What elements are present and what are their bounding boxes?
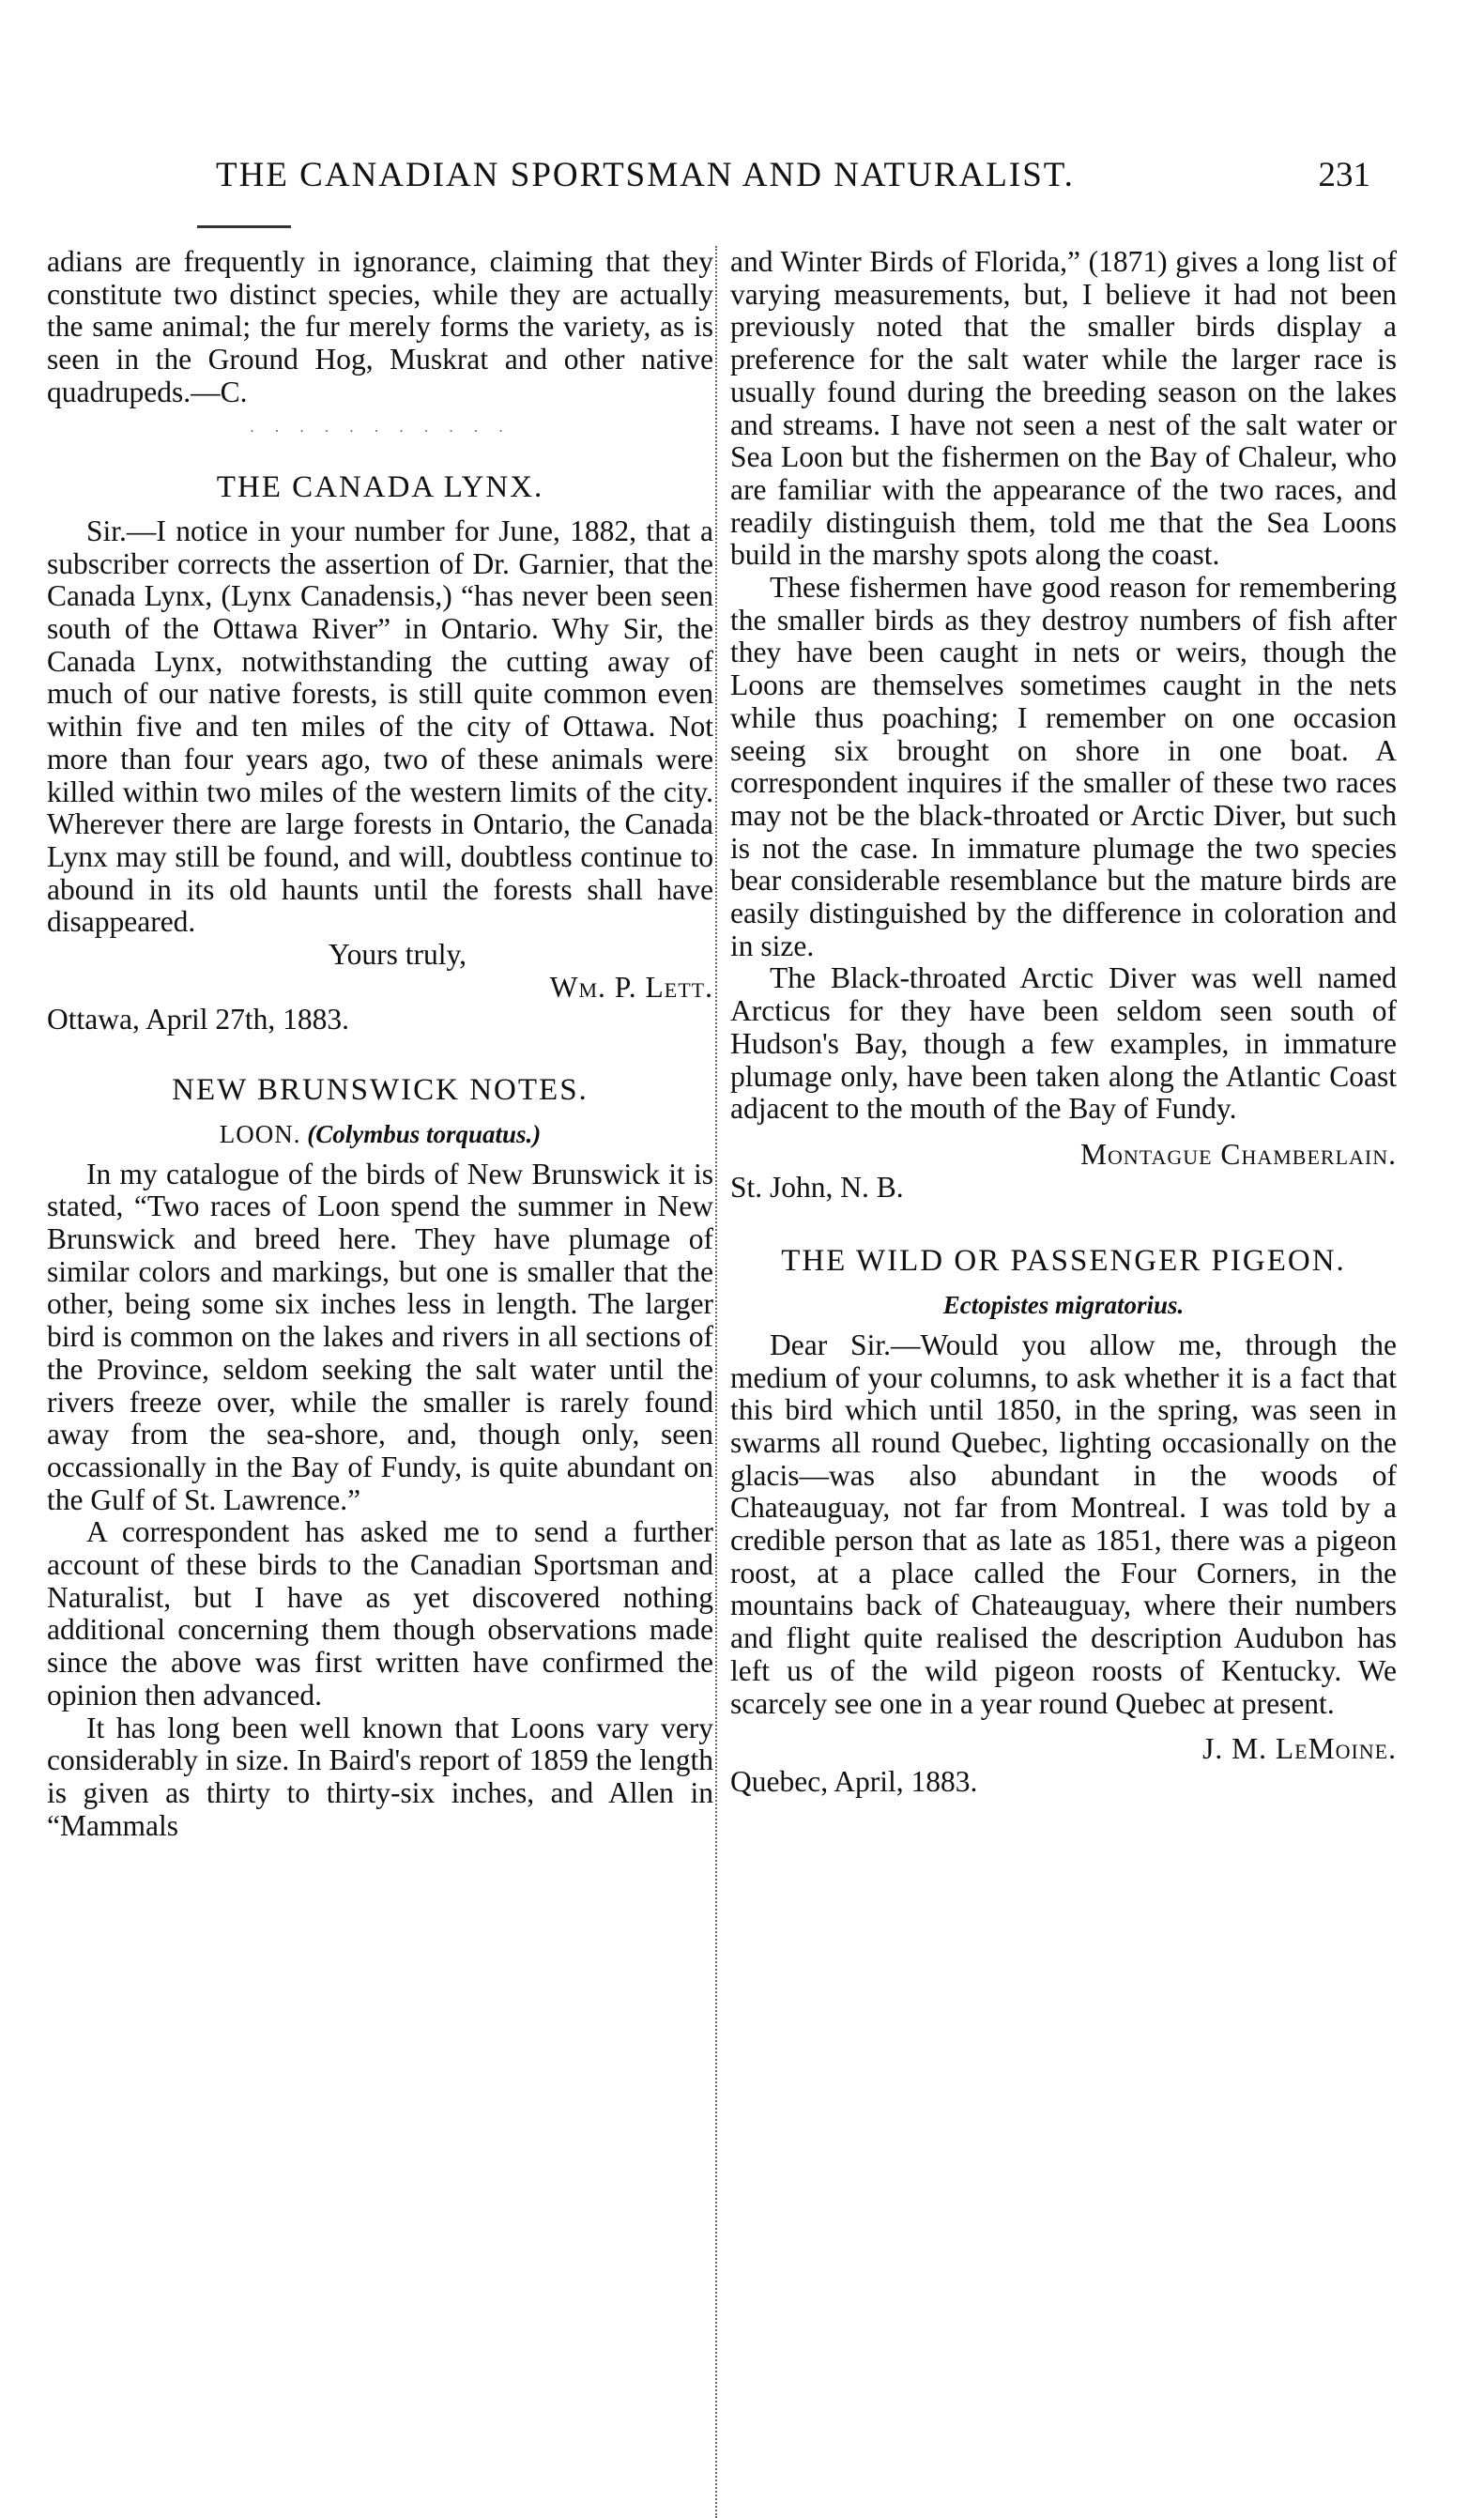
pigeon-latin-name: Ectopistes migratorius. (942, 1291, 1185, 1320)
left-column (47, 246, 713, 1842)
right-column (730, 246, 1397, 1799)
lemoine-place-date: Quebec, April, 1883. (730, 1764, 978, 1798)
loon-continued-paragraph: and Winter Birds of Florida,” (1871) gives a long list of varying measurements, but, I believe it had not been previously noted that the smaller birds display a preference for the salt water while the larger race is usually found during the breeding season on the lakes and streams. I have not seen a nest of the salt water or Sea Loon but the fishermen on the Bay of Chaleur, who are familiar with the appearance of the two races, and readily distinguish them, told me that the Sea Loons build in the marshy spots along the coast. (730, 245, 1397, 572)
column-divider (715, 246, 717, 2518)
lynx-heading: THE CANADA LYNX. (216, 470, 544, 505)
lynx-closing: Yours truly, (329, 938, 467, 972)
brunswick-paragraph-3: It has long been well known that Loons vary very considerably in size. In Baird's report of 1859 the length is given as thirty to thirty-six inches, and Allen in “Mammals (47, 1711, 713, 1842)
page-header (141, 155, 1370, 211)
intro-paragraph: adians are frequently in ignorance, claiming that they constitute two distinct species, while they are actually the same animal; the fur merely forms the variety, as is seen in the Ground Hog, Muskrat and other native quadrupeds.—C. (47, 245, 713, 408)
pigeon-heading: THE WILD OR PASSENGER PIGEON. (781, 1244, 1346, 1279)
page-number: 231 (1318, 156, 1370, 194)
brunswick-paragraph-2: A correspondent has asked me to send a further account of these birds to the Canadian Sportsman and Naturalist, but I have as yet discovered nothing additional concerning them though observations made since the above was first written have confirmed the opinion then advanced. (47, 1515, 713, 1712)
brunswick-subheading (47, 1118, 713, 1151)
loon-label: LOON. (219, 1119, 301, 1148)
arctic-diver-paragraph: The Black-throated Arctic Diver was well named Arcticus for they have been seldom seen south of Hudson's Bay, though a few examples, in immature plumage only, have been taken along the Atlantic Coast adjacent to the mouth of the Bay of Fundy. (730, 961, 1397, 1126)
lynx-signature: Wm. P. Lett. (549, 970, 713, 1004)
loon-latin-name: (Colymbus torquatus.) (307, 1119, 542, 1148)
chamberlain-place: St. John, N. B. (730, 1170, 904, 1204)
pigeon-subheading (730, 1289, 1397, 1322)
lynx-place-date: Ottawa, April 27th, 1883. (47, 1003, 349, 1036)
journal-title: THE CANADIAN SPORTSMAN AND NATURALIST. (216, 156, 1075, 194)
chamberlain-signature: Montague Chamberlain. (1080, 1137, 1397, 1171)
header-rule (197, 225, 291, 228)
lemoine-signature: J. M. LeMoine. (1202, 1732, 1397, 1766)
brunswick-heading: NEW BRUNSWICK NOTES. (172, 1073, 589, 1108)
fishermen-paragraph: These fishermen have good reason for remembering the smaller birds as they destroy numbers of fish after they have been caught in nets or weirs, though the Loons are themselves sometimes caught in the nets while thus poaching; I remember on one occasion seeing six brought on shore in one boat. A correspondent inquires if the smaller of these two races may not be the black-throated or Arctic Diver, but such is not the case. In immature plumage the two species bear considerable resemblance but the mature birds are easily distinguished by the difference in coloration and in size. (730, 571, 1397, 962)
brunswick-paragraph-1: In my catalogue of the birds of New Brunswick it is stated, “Two races of Loon spend the summer in New Brunswick and breed here. They have plumage of similar colors and markings, but one is smaller that the other, being some six inches less in length. The larger bird is common on the lakes and rivers in all sections of the Province, seldom seeking the salt water until the rivers freeze over, while the smaller is rarely found away from the sea-shore, and, though only, seen occassionally in the Bay of Fundy, is quite abundant on the Gulf of St. Lawrence.” (47, 1157, 713, 1516)
lynx-paragraph: Sir.—I notice in your number for June, 1882, that a subscriber corrects the assertion of Dr. Garnier, that the Canada Lynx, (Lynx Canadensis,) “has never been seen south of the Ottawa River” in Ontario. Why Sir, the Canada Lynx, notwithstanding the cutting away of much of our native forests, is still quite common even within five and ten miles of the city of Ottawa. Not more than four years ago, two of these animals were killed within two miles of the western limits of the city. Wherever there are large forests in Ontario, the Canada Lynx may still be found, and will, doubtless continue to abound in its old haunts until the forests shall have disappeared. (47, 514, 713, 939)
pigeon-paragraph: Dear Sir.—Would you allow me, through the medium of your columns, to ask whether it is a fact that this bird which until 1850, in the spring, was seen in swarms all round Quebec, lighting occasionally on the glacis—was also abundant in the woods of Chateauguay, not far from Montreal. I was told by a credible person that as late as 1851, there was a pigeon roost, at a place called the Four Corners, in the mountains back of Chateauguay, where their numbers and flight quite realised the description Audubon has left us of the wild pigeon roosts of Kentucky. We scarcely see one in a year round Quebec at present. (730, 1328, 1397, 1720)
section-separator: · · · · · · · · · · · (249, 421, 512, 440)
